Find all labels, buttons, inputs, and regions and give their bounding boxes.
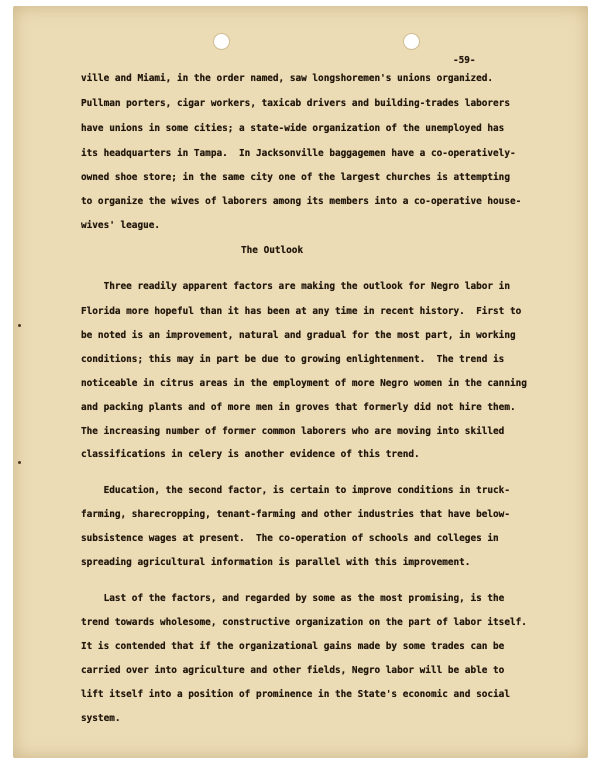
text-line: Three readily apparent factors are making the outlook for Negro labor in: [81, 281, 510, 292]
text-line: spreading agricultural information is parallel with this improvement.: [81, 557, 471, 568]
text-line: It is contended that if the organizational gains made by some trades can be: [81, 641, 505, 652]
text-line: noticeable in citrus areas in the employment of more Negro women in the canning: [81, 378, 527, 389]
text-line: classifications in celery is another evidence of this trend.: [81, 449, 420, 460]
page-number: -59-: [453, 55, 476, 66]
text-line: trend towards wholesome, constructive organization on the part of labor itself.: [81, 617, 527, 628]
punch-hole-left: [214, 34, 229, 49]
text-line: Pullman porters, cigar workers, taxicab drivers and building-trades laborers: [81, 98, 510, 109]
text-line: lift itself into a position of prominence in the State's economic and social: [81, 689, 510, 700]
text-line: conditions; this may in part be due to growing enlightenment. The trend is: [81, 354, 505, 365]
text-line: Last of the factors, and regarded by some as the most promising, is the: [81, 593, 505, 604]
text-line: its headquarters in Tampa. In Jacksonville baggagemen have a co-operatively-: [81, 148, 516, 159]
text-line: have unions in some cities; a state-wide organization of the unemployed has: [81, 123, 505, 134]
margin-mark: [18, 324, 21, 327]
text-line: farming, sharecropping, tenant-farming and other industries that have below-: [81, 509, 510, 520]
text-line: The increasing number of former common laborers who are moving into skilled: [81, 426, 505, 437]
text-line: be noted is an improvement, natural and gradual for the most part, in working: [81, 330, 516, 341]
text-line: to organize the wives of laborers among its members into a co-operative house-: [81, 196, 522, 207]
text-line: ville and Miami, in the order named, saw longshoremen's unions organized.: [81, 73, 494, 84]
section-heading: The Outlook: [241, 245, 304, 256]
text-line: carried over into agriculture and other fields, Negro labor will be able to: [81, 665, 505, 676]
text-line: owned shoe store; in the same city one of the largest churches is attempting: [81, 172, 510, 183]
punch-hole-right: [404, 34, 419, 49]
text-line: Education, the second factor, is certain to improve conditions in truck-: [81, 485, 510, 496]
text-line: Florida more hopeful than it has been at any time in recent history. First to: [81, 306, 522, 317]
margin-mark: [18, 461, 21, 464]
text-line: wives' league.: [81, 220, 161, 231]
text-line: and packing plants and of more men in groves that formerly did not hire them.: [81, 402, 516, 413]
text-line: system.: [81, 713, 121, 724]
text-line: subsistence wages at present. The co-operation of schools and colleges in: [81, 533, 499, 544]
